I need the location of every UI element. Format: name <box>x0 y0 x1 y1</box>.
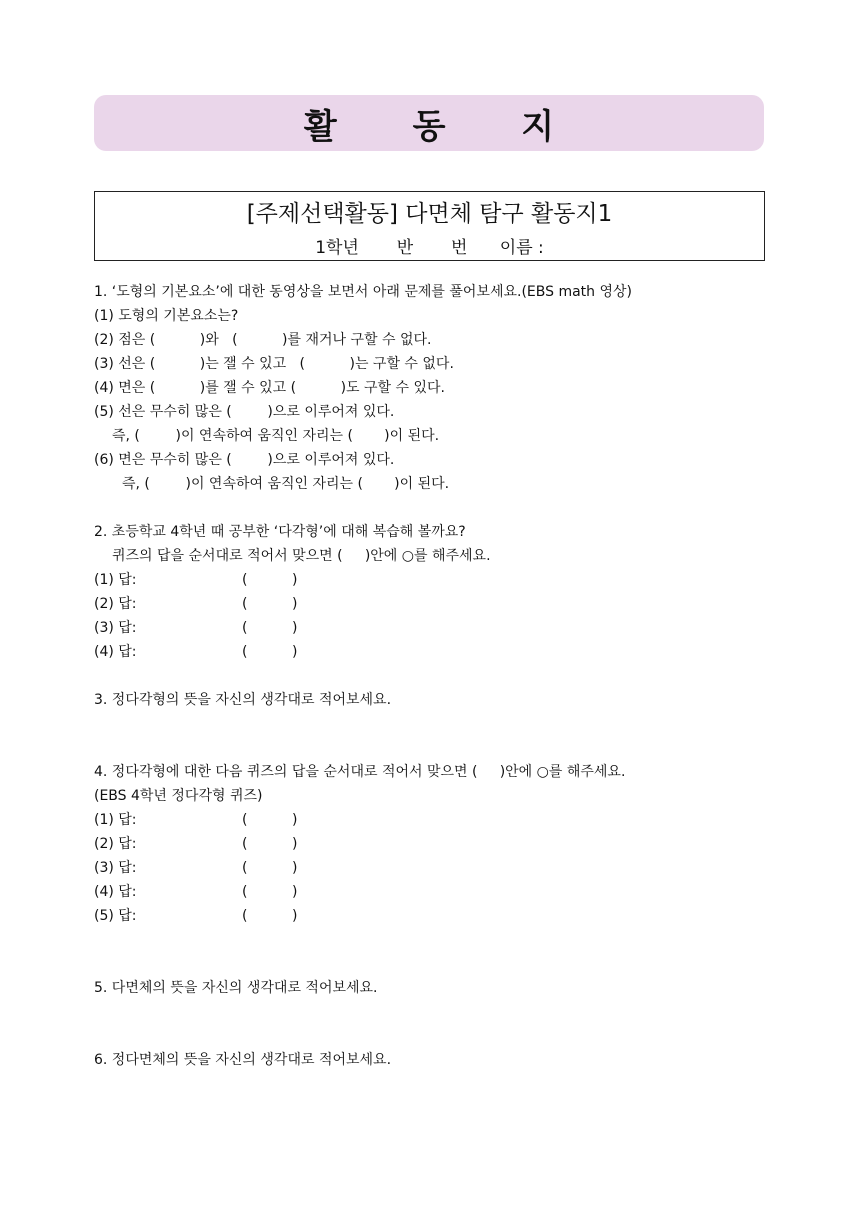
worksheet-title: 활 동 지 <box>303 106 587 147</box>
q2-check-paren-2: ( ) <box>242 596 298 612</box>
q4-answer-1: (1) 답: <box>94 812 137 828</box>
q5-prompt: 5. 다면체의 뜻을 자신의 생각대로 적어보세요. <box>94 980 378 996</box>
q4-check-paren-5: ( ) <box>242 908 298 924</box>
q4-answer-2: (2) 답: <box>94 836 137 852</box>
q1-item-1: (1) 도형의 기본요소는? <box>94 308 239 324</box>
q4-answer-5: (5) 답: <box>94 908 137 924</box>
q4-answer-4: (4) 답: <box>94 884 137 900</box>
q2-answer-2: (2) 답: <box>94 596 137 612</box>
q1-prompt: 1. ‘도형의 기본요소’에 대한 동영상을 보면서 아래 문제를 풀어보세요.(EBS math 영상) <box>94 284 632 300</box>
q6-prompt: 6. 정다면체의 뜻을 자신의 생각대로 적어보세요. <box>94 1052 392 1068</box>
q4-check-paren-1: ( ) <box>242 812 298 828</box>
q1-item-6-continuation: 즉, ( )이 연속하여 움직인 자리는 ( )이 된다. <box>122 476 450 492</box>
q4-prompt: 4. 정다각형에 대한 다음 퀴즈의 답을 순서대로 적어서 맞으면 ( )안에 ○를 해주세요. <box>94 764 626 780</box>
topic-title: [주제선택활동] 다면체 탐구 활동지1 <box>246 201 613 227</box>
q2-check-paren-4: ( ) <box>242 644 298 660</box>
q2-answer-1: (1) 답: <box>94 572 137 588</box>
q2-check-paren-3: ( ) <box>242 620 298 636</box>
q2-answer-3: (3) 답: <box>94 620 137 636</box>
q4-answer-3: (3) 답: <box>94 860 137 876</box>
q1-item-5-continuation: 즉, ( )이 연속하여 움직인 자리는 ( )이 된다. <box>112 428 440 444</box>
q3-prompt: 3. 정다각형의 뜻을 자신의 생각대로 적어보세요. <box>94 692 392 708</box>
q1-item-2: (2) 점은 ( )와 ( )를 재거나 구할 수 없다. <box>94 332 432 348</box>
q4-check-paren-2: ( ) <box>242 836 298 852</box>
q2-answer-4: (4) 답: <box>94 644 137 660</box>
student-info-line: 1학년 반 번 이름 : <box>315 238 544 258</box>
q1-item-4: (4) 면은 ( )를 잴 수 있고 ( )도 구할 수 있다. <box>94 380 445 396</box>
q2-instruction: 퀴즈의 답을 순서대로 적어서 맞으면 ( )안에 ○를 해주세요. <box>112 548 491 564</box>
q4-source: (EBS 4학년 정다각형 퀴즈) <box>94 788 263 804</box>
topic-box <box>94 191 765 261</box>
q4-check-paren-3: ( ) <box>242 860 298 876</box>
q2-prompt: 2. 초등학교 4학년 때 공부한 ‘다각형’에 대해 복습해 볼까요? <box>94 524 466 540</box>
q1-item-5: (5) 선은 무수히 많은 ( )으로 이루어져 있다. <box>94 404 395 420</box>
q2-check-paren-1: ( ) <box>242 572 298 588</box>
worksheet-banner <box>94 95 764 151</box>
q1-item-3: (3) 선은 ( )는 잴 수 있고 ( )는 구할 수 없다. <box>94 356 454 372</box>
q4-check-paren-4: ( ) <box>242 884 298 900</box>
q1-item-6: (6) 면은 무수히 많은 ( )으로 이루어져 있다. <box>94 452 395 468</box>
